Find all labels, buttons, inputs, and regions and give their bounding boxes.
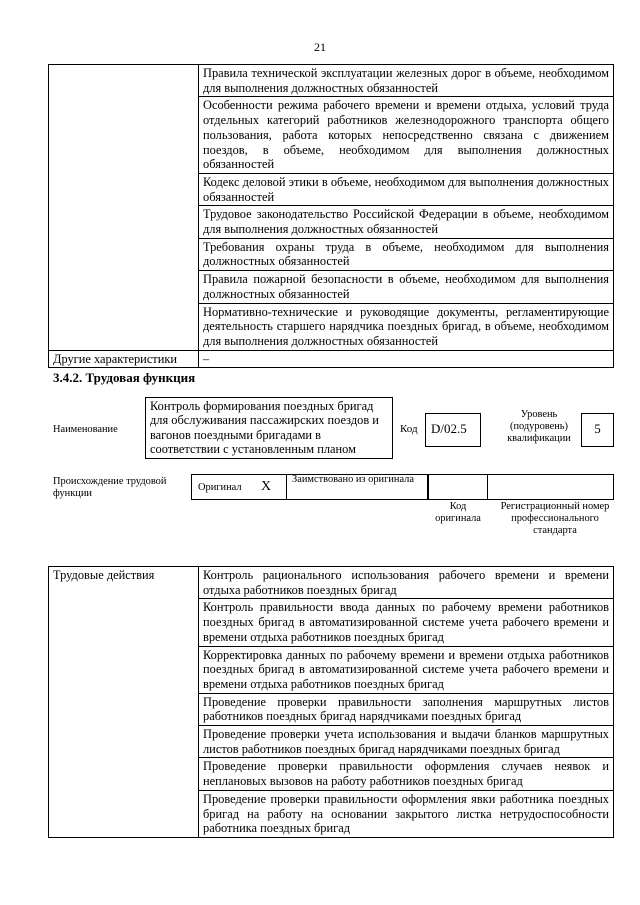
labor-actions-table [48, 566, 614, 838]
origin-label: Происхождение трудовой функции [53, 476, 167, 499]
other-characteristics-label: Другие характеристики [49, 350, 199, 368]
name-label: Наименование [53, 424, 118, 435]
table-row [49, 65, 614, 97]
knowledge-item: Кодекс деловой этики в объеме, необходимом для выполнения должностных обязанностей [199, 173, 614, 205]
labor-actions-label: Трудовые действия [49, 567, 199, 838]
knowledge-table [48, 64, 614, 368]
labor-action-item: Контроль рационального использования рабочего времени и времени отдыха работников поездных бригад [199, 567, 614, 599]
knowledge-item: Правила пожарной безопасности в объеме, необходимом для выполнения должностных обязанностей [199, 271, 614, 303]
table-row [49, 350, 614, 368]
labor-action-item: Проведение проверки правильности оформления случаев неявок и неплановых вызовов на работу работников поездных бригад [199, 758, 614, 790]
labor-action-item: Проведение проверки учета использования и выдачи бланков маршрутных листов работников поездных бригад нарядчиками поездных бригад [199, 726, 614, 758]
labor-action-item: Корректировка данных по рабочему времени и времени отдыха работников поездных бригад в автоматизированной системе учета рабочего времени и времени отдыха работников поездных бригад [199, 646, 614, 693]
knowledge-item: Трудовое законодательство Российской Федерации в объеме, необходимом для выполнения должностных обязанностей [199, 206, 614, 238]
knowledge-item: Нормативно-технические и руководящие документы, регламентирующие деятельность старшего нарядчика поездных бригад, в объеме, необходимом для выполнения должностных обязанностей [199, 303, 614, 350]
original-mark: X [261, 479, 272, 494]
code-value-box: D/02.5 [425, 413, 481, 447]
reg-number-box [487, 474, 614, 500]
table-row [49, 567, 614, 599]
reg-number-label: Регистрационный номер профессионального стандарта [500, 501, 610, 536]
knowledge-item: Требования охраны труда в объеме, необходимом для выполнения должностных обязанностей [199, 238, 614, 270]
origin-divider [286, 474, 287, 500]
code-label: Код [400, 423, 418, 435]
original-label: Оригинал [198, 482, 242, 493]
page-number: 21 [314, 40, 326, 54]
knowledge-item: Правила технической эксплуатации железных дорог в объеме, необходимом для выполнения должностных обязанностей [199, 65, 614, 97]
label-cell [49, 65, 199, 351]
labor-action-item: Проведение проверки правильности оформления явки работника поездных бригад на работу на основании закрытого листка нетрудоспособности работника поездных бригад [199, 790, 614, 837]
labor-action-item: Контроль правильности ввода данных по рабочему времени работников поездных бригад в автоматизированной системе учета рабочего времени и времени отдыха работников поездных бригад [199, 599, 614, 646]
labor-action-item: Проведение проверки правильности заполнения маршрутных листов работников поездных бригад нарядчиками поездных бригад [199, 693, 614, 725]
code-original-box [428, 474, 488, 500]
function-name-box: Контроль формирования поездных бригад для обслуживания пассажирских поездов и вагонов поездными бригадами в соответствии с установленным планом [145, 397, 393, 459]
code-original-label: Код оригинала [435, 501, 481, 524]
qualification-level-value-box: 5 [581, 413, 614, 447]
qualification-level-label: Уровень (подуровень) квалификации [507, 409, 571, 444]
section-heading: 3.4.2. Трудовая функция [53, 370, 196, 385]
knowledge-item: Особенности режима рабочего времени и времени отдыха, условий труда отдельных категорий работников железнодорожного транспорта общего пользования, работа которых непосредственно связана с движением поездов, в объеме, необходимом для выполнения должностных обязанностей [199, 97, 614, 174]
other-characteristics-value: – [199, 350, 614, 368]
borrowed-label: Заимствовано из оригинала [292, 474, 414, 485]
